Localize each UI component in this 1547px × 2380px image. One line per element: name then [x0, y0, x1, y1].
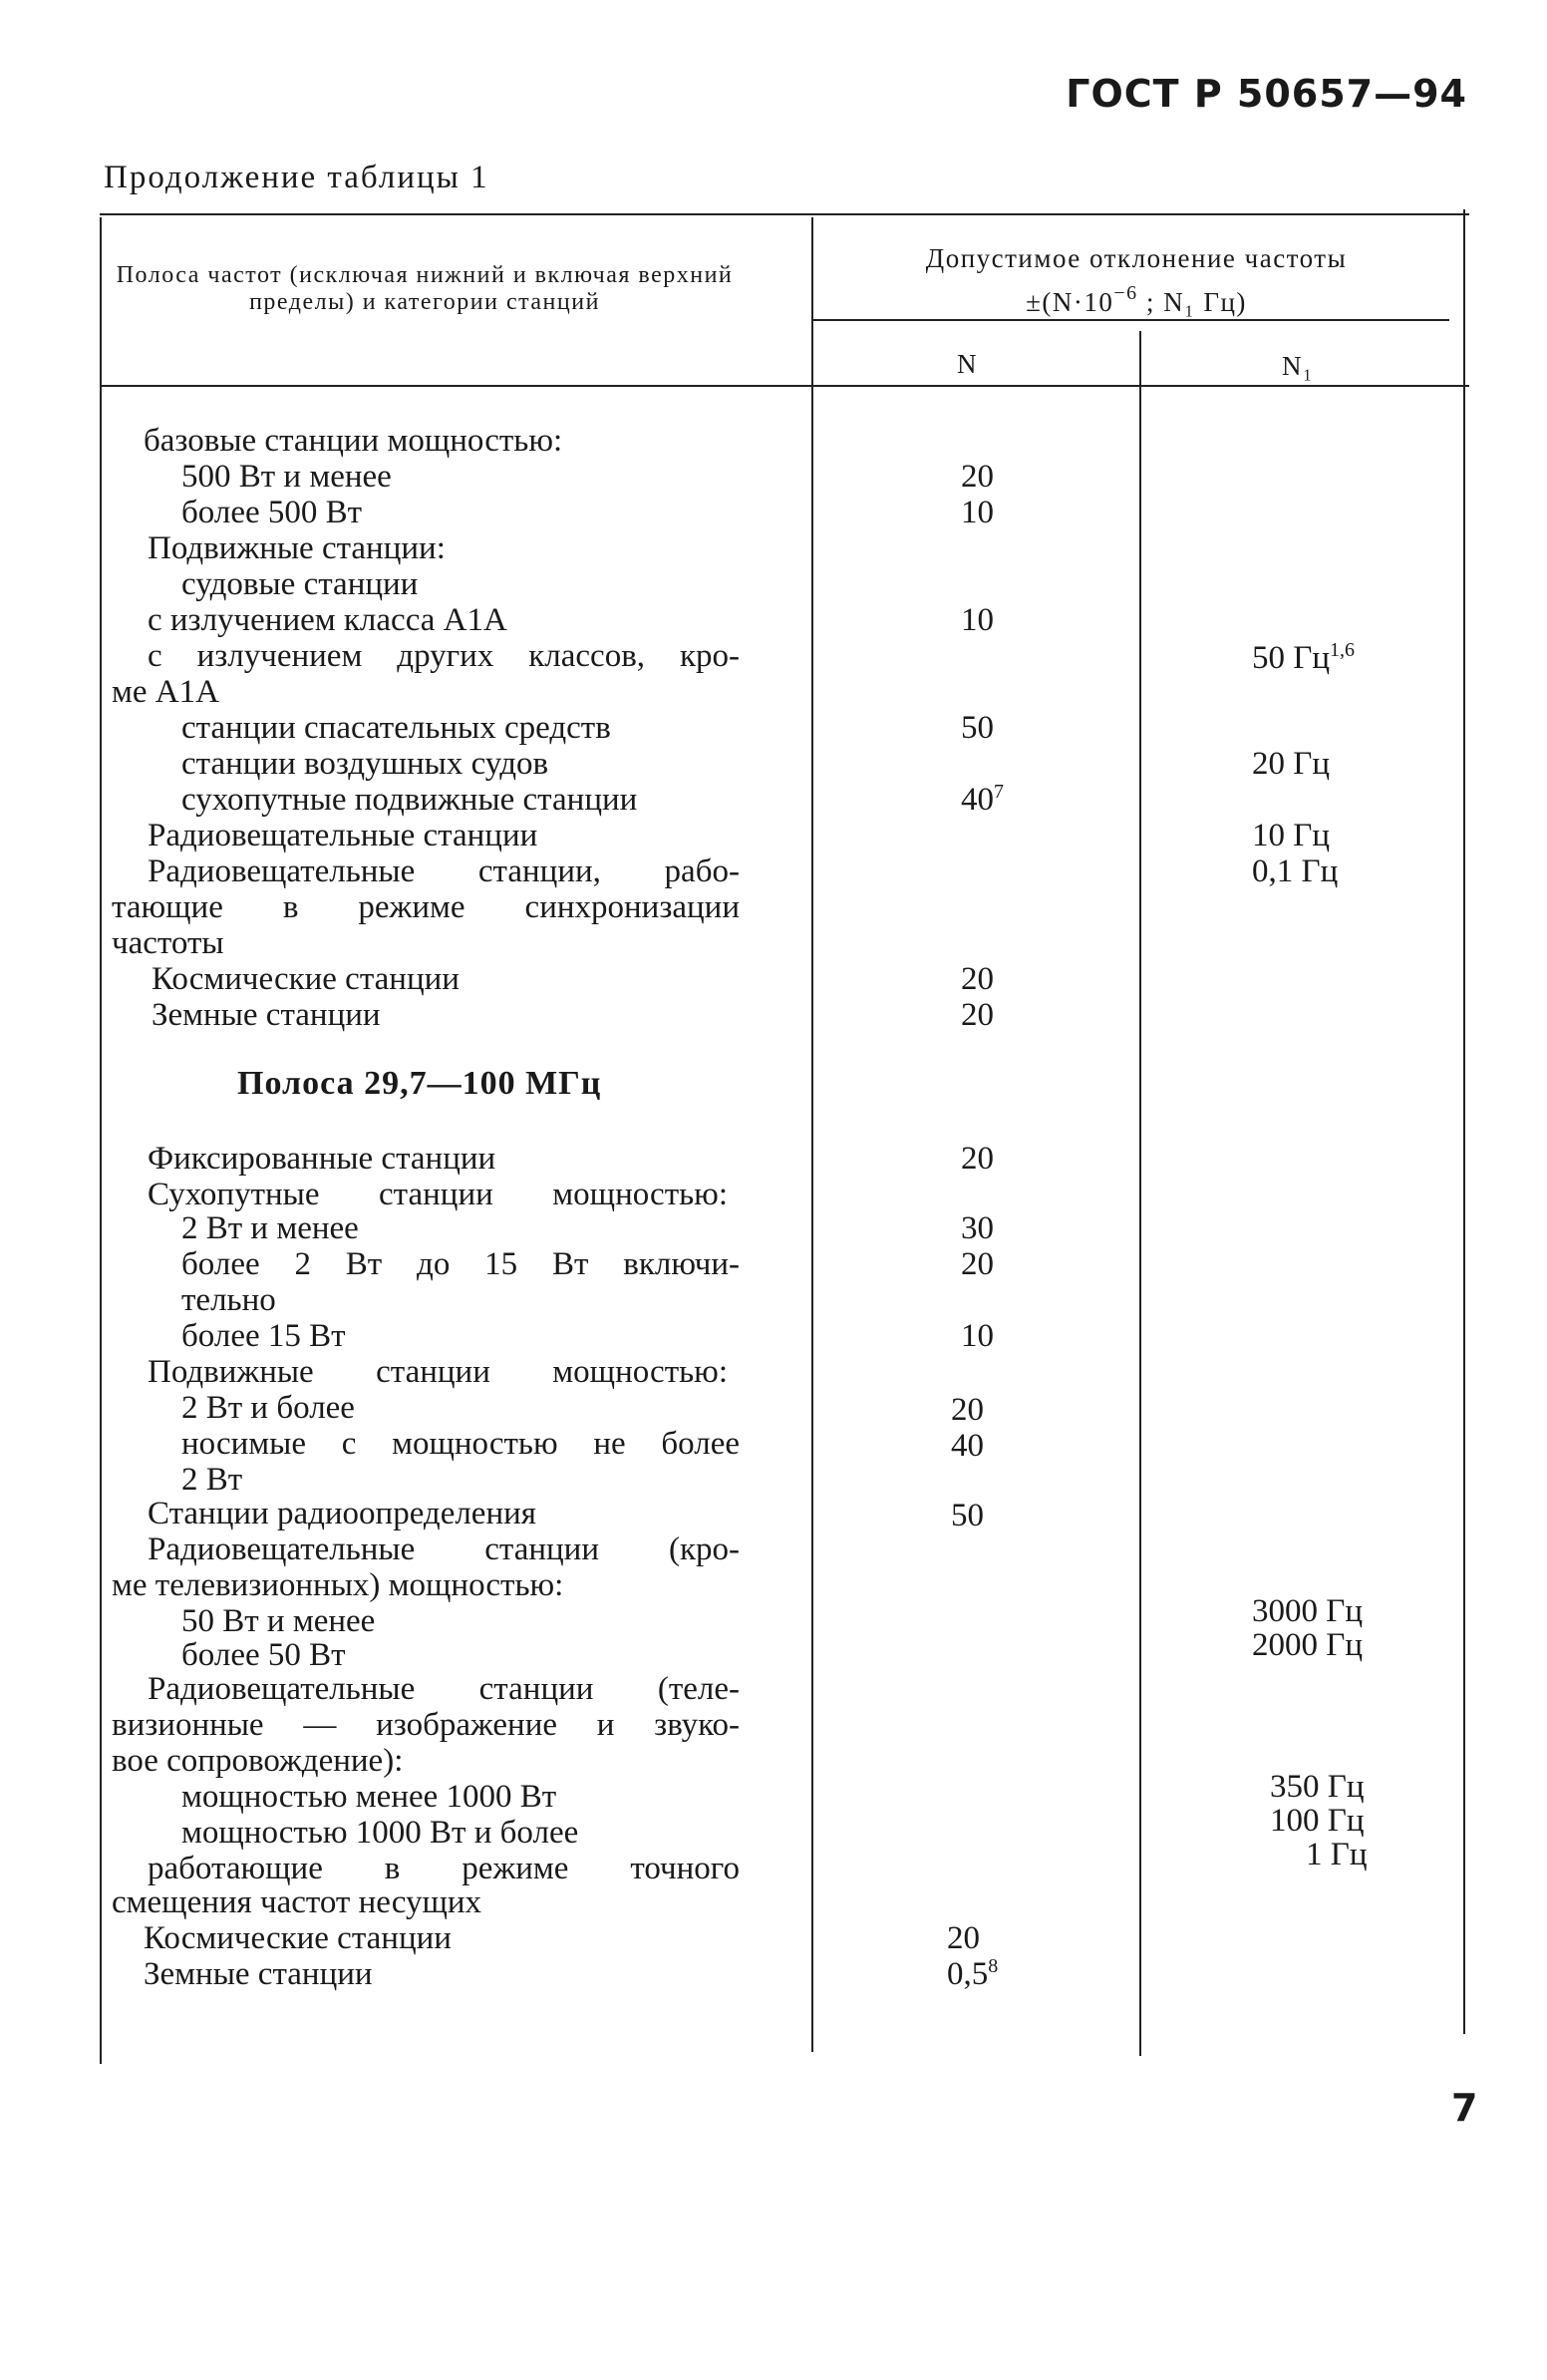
value-n: 20 — [951, 1392, 984, 1428]
value-n: 10 — [961, 495, 994, 530]
value-n: 30 — [961, 1210, 994, 1246]
value-n: 20 — [961, 1246, 994, 1282]
row-label: Космические станции — [152, 961, 460, 997]
row-label: Радиовещательные станции, рабо- — [148, 853, 740, 889]
value-n: 50 — [951, 1498, 984, 1533]
row-label: Подвижные станции: — [148, 530, 446, 566]
header-col-deviation: Допустимое отклонение частоты — [925, 243, 1348, 273]
value-n: 50 — [961, 710, 994, 746]
header-col-n1: N₁ — [1282, 351, 1314, 381]
row-label: 2 Вт и более — [181, 1390, 355, 1426]
row-label: станции спасательных средств — [181, 710, 611, 746]
row-label: визионные — изображение и звуко- — [112, 1707, 740, 1743]
row-label: ме А1А — [112, 674, 219, 710]
row-label: мощностью менее 1000 Вт — [181, 1779, 557, 1815]
header-subdivider — [811, 319, 1449, 321]
row-label: 50 Вт и менее — [181, 1603, 376, 1639]
row-label: с излучением других классов, кро- — [148, 638, 740, 674]
row-label: более 500 Вт — [181, 495, 363, 530]
table-top-rule — [100, 213, 1469, 215]
row-label: 2 Вт и менее — [181, 1210, 359, 1246]
row-label: судовые станции — [181, 566, 419, 602]
value-n: 20 — [961, 997, 994, 1033]
row-label: тающие в режиме синхронизации — [112, 889, 740, 925]
row-label: Радиовещательные станции (теле- — [148, 1671, 740, 1707]
row-label: Земные станции — [144, 1956, 373, 1992]
row-label: Станции радиоопределения — [148, 1496, 536, 1531]
row-label: сухопутные подвижные станции — [181, 782, 638, 818]
row-label: вое сопровождение): — [112, 1743, 404, 1779]
document-number: ГОСТ Р 50657—94 — [1066, 72, 1467, 116]
row-label: Сухопутные станции мощностью: — [148, 1177, 728, 1212]
value-n1: 1 Гц — [1306, 1837, 1368, 1872]
header-col-band: Полоса частот (исключая нижний и включая верхний пределы) и категории станций — [116, 262, 734, 315]
row-label: мощностью 1000 Вт и более — [181, 1815, 579, 1851]
row-label: Фиксированные станции — [148, 1141, 496, 1177]
row-label: с излучением класса А1А — [148, 602, 507, 638]
row-label: Радиовещательные станции — [148, 818, 538, 853]
value-n: 10 — [961, 602, 994, 638]
value-n1: 350 Гц — [1270, 1769, 1365, 1805]
row-label: 2 Вт — [181, 1462, 243, 1498]
value-n1: 20 Гц — [1252, 746, 1330, 782]
row-label: ме телевизионных) мощностью: — [112, 1567, 564, 1603]
value-n1: 0,1 Гц — [1252, 853, 1339, 889]
row-label: Земные станции — [152, 997, 381, 1033]
value-n1: 50 Гц$^{1,6}$ — [1252, 639, 1355, 676]
value-n1: 100 Гц — [1270, 1803, 1365, 1839]
table-continuation-caption: Продолжение таблицы 1 — [104, 160, 489, 195]
row-label: 500 Вт и менее — [181, 459, 392, 495]
value-n: $40^7$ — [961, 781, 1004, 818]
row-label: более 2 Вт до 15 Вт включи- — [181, 1246, 740, 1282]
value-n1: 2000 Гц — [1252, 1627, 1363, 1663]
row-label: более 15 Вт — [181, 1318, 346, 1354]
row-label: смещения частот несущих — [112, 1884, 482, 1920]
page-number: 7 — [1451, 2086, 1478, 2130]
value-n: 20 — [961, 1141, 994, 1177]
value-n: $0,5^8$ — [947, 1955, 999, 1992]
value-n: 20 — [947, 1920, 980, 1956]
row-label: носимые с мощностью не более — [181, 1426, 740, 1462]
row-label: Подвижные станции мощностью: — [148, 1354, 728, 1390]
section-heading: Полоса 29,7—100 МГц — [237, 1065, 602, 1102]
column-divider-1 — [811, 217, 813, 2052]
column-divider-2 — [1139, 331, 1141, 2056]
row-label: тельно — [181, 1282, 276, 1318]
row-label: базовые станции мощностью: — [144, 423, 563, 459]
header-col-n: N — [957, 349, 978, 379]
value-n: 20 — [961, 459, 994, 495]
row-label: частоты — [112, 925, 224, 961]
header-deviation-formula: $\pm(N\cdot 10^{-6}$ ; N₁ Гц) — [1026, 282, 1247, 317]
value-n1: 3000 Гц — [1252, 1593, 1363, 1629]
value-n: 20 — [961, 961, 994, 997]
row-label: более 50 Вт — [181, 1637, 346, 1673]
row-label: Радиовещательные станции (кро- — [148, 1531, 740, 1567]
value-n: 40 — [951, 1428, 984, 1464]
table-left-border — [100, 217, 102, 2064]
value-n: 10 — [961, 1318, 994, 1354]
table-right-border — [1463, 209, 1465, 2034]
row-label: работающие в режиме точного — [148, 1851, 740, 1886]
header-bottom-rule — [100, 385, 1469, 387]
row-label: Космические станции — [144, 1920, 452, 1956]
value-n1: 10 Гц — [1252, 818, 1330, 853]
row-label: станции воздушных судов — [181, 746, 549, 782]
